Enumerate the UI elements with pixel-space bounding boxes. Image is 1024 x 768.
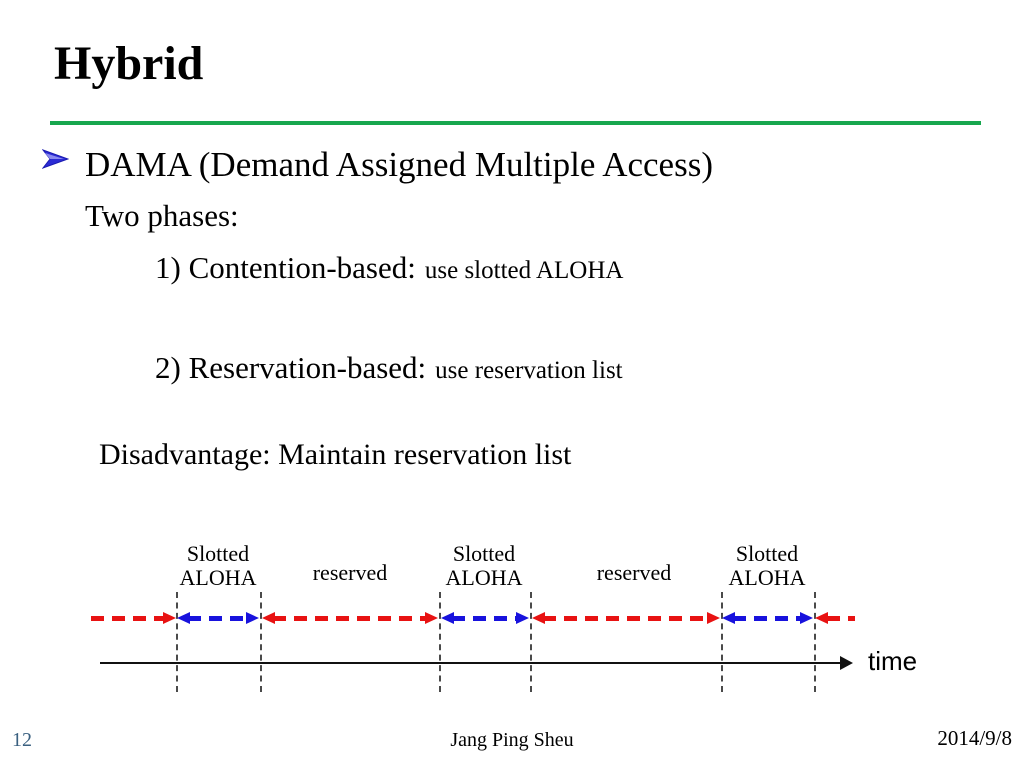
slot-label-1: Slotted ALOHA bbox=[179, 541, 257, 590]
slot-boundary-line bbox=[530, 592, 532, 692]
reserved-arrow-lead-in bbox=[91, 611, 176, 625]
reserved-label-2: reserved bbox=[596, 560, 672, 585]
slot-boundary-line bbox=[814, 592, 816, 692]
time-axis-arrowhead-icon bbox=[840, 656, 853, 670]
footer-date: 2014/9/8 bbox=[937, 726, 1012, 750]
arrowhead-bullet-icon bbox=[42, 148, 69, 175]
time-axis-line bbox=[100, 662, 840, 664]
reservation-item bbox=[155, 350, 623, 386]
bullet-line bbox=[42, 145, 713, 185]
page-title: Hybrid bbox=[54, 37, 204, 90]
reserved-label-1: reserved bbox=[312, 560, 388, 585]
slot-boundary-line bbox=[260, 592, 262, 692]
footer-author: Jang Ping Sheu bbox=[450, 729, 574, 751]
contention-item bbox=[155, 250, 623, 286]
slot-boundary-line bbox=[176, 592, 178, 692]
slot-boundary-line bbox=[439, 592, 441, 692]
contention-arrow-2 bbox=[441, 611, 529, 625]
reservation-item-sub: use reservation list bbox=[435, 357, 623, 384]
disadvantage-text: Disadvantage: Maintain reservation list bbox=[99, 438, 572, 471]
page-number: 12 bbox=[12, 729, 32, 751]
slot-label-2: Slotted ALOHA bbox=[445, 541, 523, 590]
reserved-arrow-lead-out bbox=[815, 611, 855, 625]
slot-boundary-line bbox=[721, 592, 723, 692]
reserved-arrow-1 bbox=[262, 611, 438, 625]
time-axis-label: time bbox=[868, 646, 918, 676]
reservation-item-main: 2) Reservation-based: bbox=[155, 350, 427, 385]
contention-arrow-1 bbox=[177, 611, 259, 625]
title-underline bbox=[50, 121, 981, 125]
contention-item-main: 1) Contention-based: bbox=[155, 250, 416, 285]
reserved-arrow-2 bbox=[532, 611, 720, 625]
contention-item-sub: use slotted ALOHA bbox=[424, 257, 624, 284]
dama-heading: DAMA (Demand Assigned Multiple Access) bbox=[85, 145, 713, 184]
slot-label-3: Slotted ALOHA bbox=[728, 541, 806, 590]
two-phases-text: Two phases: bbox=[85, 198, 239, 233]
contention-arrow-3 bbox=[722, 611, 813, 625]
